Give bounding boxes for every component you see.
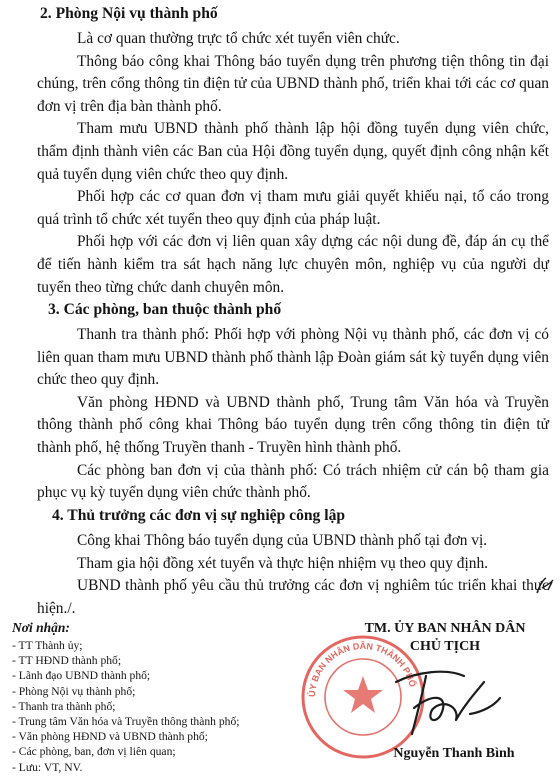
- list-item: - TT HĐND thành phố;: [12, 654, 122, 668]
- section-2-body: [37, 28, 549, 299]
- paragraph: Là cơ quan thường trực tổ chức xét tuyển viên chức.: [77, 30, 400, 47]
- closing-paragraph: UBND thành phố yêu cầu thủ trưởng các đơn vị nghiêm túc triển khai thực hiện./.: [37, 577, 549, 617]
- paragraph: Thanh tra thành phố: Phối hợp với phòng Nội vụ thành phố, các đơn vị có liên quan tham mưu UBND thành phố thành lập Đoàn giám sát kỳ tuyển dụng viên chức theo quy định.: [37, 326, 549, 389]
- list-item: - Phòng Nội vụ thành phố;: [12, 684, 136, 698]
- seal-text: ỦY BAN NHÂN DÂN THÀNH PHỐ: [306, 640, 418, 698]
- signature-org-line: TM. ỦY BAN NHÂN DÂN: [364, 621, 526, 636]
- list-item: - Lưu: VT, NV.: [12, 760, 83, 774]
- paragraph: Văn phòng HĐND và UBND thành phố, Trung tâm Văn hóa và Truyền thông thành phố công khai Thông báo tuyển dụng trên cổng thông tin điện tử thành phố, hệ thống Truyền thanh - Truyền hình thành phố.: [37, 393, 549, 456]
- recipients-list: [12, 638, 239, 775]
- handwritten-signature-icon: [386, 662, 506, 744]
- section-3-heading: 3. Các phòng, ban thuộc thành phố: [48, 301, 282, 318]
- list-item: - Lãnh đạo UBND thành phố;: [12, 669, 151, 683]
- section-4-heading: 4. Thủ trưởng các đơn vị sự nghiệp công lập: [52, 507, 346, 524]
- paragraph: Tham gia hội đồng xét tuyển và thực hiện nhiệm vụ theo quy định.: [77, 554, 488, 572]
- handwritten-initial-icon: [534, 576, 556, 596]
- section-3-body: [37, 324, 549, 505]
- list-item: - Các phòng, ban, đơn vị liên quan;: [12, 745, 176, 759]
- paragraph: Phối hợp các cơ quan đơn vị tham mưu giải quyết khiếu nại, tố cáo trong quá trình tổ chức xét tuyển theo quy định của pháp luật.: [37, 188, 549, 228]
- list-item: - Thanh tra thành phố;: [12, 699, 116, 713]
- paragraph: Các phòng ban đơn vị của thành phố: Có trách nhiệm cử cán bộ tham gia phục vụ kỳ tuyển dụng viên chức thành phố.: [37, 461, 549, 502]
- section-2-heading: 2. Phòng Nội vụ thành phố: [40, 5, 218, 22]
- list-item: - TT Thành ủy;: [12, 639, 83, 652]
- paragraph: Thông báo công khai Thông báo tuyển dụng trên phương tiện thông tin đại chúng, trên cổng thông tin điện tử của UBND thành phố, triển khai tới các cơ quan đơn vị trên địa bàn thành phố.: [37, 52, 549, 115]
- paragraph: Công khai Thông báo tuyển dụng của UBND thành phố tại đơn vị.: [77, 532, 488, 549]
- recipients-title: Nơi nhận:: [12, 620, 70, 635]
- paragraph: Tham mưu UBND thành phố thành lập hội đồng tuyển dụng viên chức, thẩm định thành viên các Ban của Hội đồng tuyển dụng, quyết định công nhận kết quả tuyển dụng viên chức theo quy định.: [37, 120, 549, 183]
- section-4-body: [37, 530, 549, 620]
- signature-title: CHỦ TỊCH: [409, 639, 481, 654]
- list-item: - Trung tâm Văn hóa và Truyền thông thành phố;: [12, 715, 240, 729]
- signature-org: [340, 620, 550, 656]
- paragraph: Phối hợp với các đơn vị liên quan xây dựng các nội dung đề, đáp án cụ thể để tiến hành kiểm tra sát hạch năng lực chuyên môn, nghiệp vụ của người dự tuyển theo từng chức danh chuyên môn.: [37, 233, 549, 296]
- list-item: - Văn phòng HĐND và UBND thành phố;: [12, 730, 208, 744]
- signer-name: Nguyễn Thanh Bình: [393, 746, 515, 761]
